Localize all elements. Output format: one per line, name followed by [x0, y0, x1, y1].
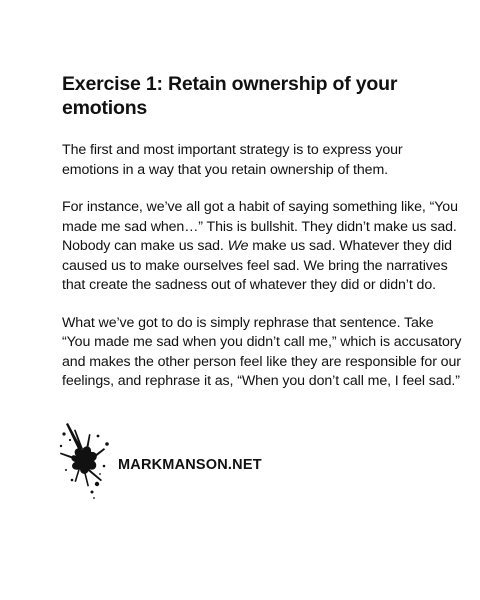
paragraph-2-part-2: make us sad. Whatever they did caused us to make ourselves feel sad. We bring the narratives that create the sadness out of whatever they did or didn’t do.: [62, 238, 452, 293]
exercise-title: Exercise 1: Retain ownership of your emotions: [62, 73, 398, 119]
ink-splat-icon: [52, 420, 116, 502]
paragraph-3: What we’ve got to do is simply rephrase that sentence. Take “You made me sad when you didn’t call me,” which is accusatory and makes the other person feel like they are responsible for our feelings, and rephrase it as, “When you don’t call me, I feel sad.”: [62, 314, 462, 389]
article-content: [62, 72, 462, 410]
paragraph-2-part-1: For instance, we’ve all got a habit of saying something like, “You made me sad when…” This is bullshit. They didn’t make us sad. Nobody can make us sad.: [62, 199, 458, 254]
paragraph-2-emphasis: We: [227, 238, 249, 254]
paragraph-2: [62, 198, 462, 296]
paragraph-1: The first and most important strategy is to express your emotions in a way that you retain ownership of them.: [62, 142, 403, 178]
brand-url[interactable]: MARKMANSON.NET: [118, 457, 262, 473]
footer-branding: [52, 420, 352, 510]
